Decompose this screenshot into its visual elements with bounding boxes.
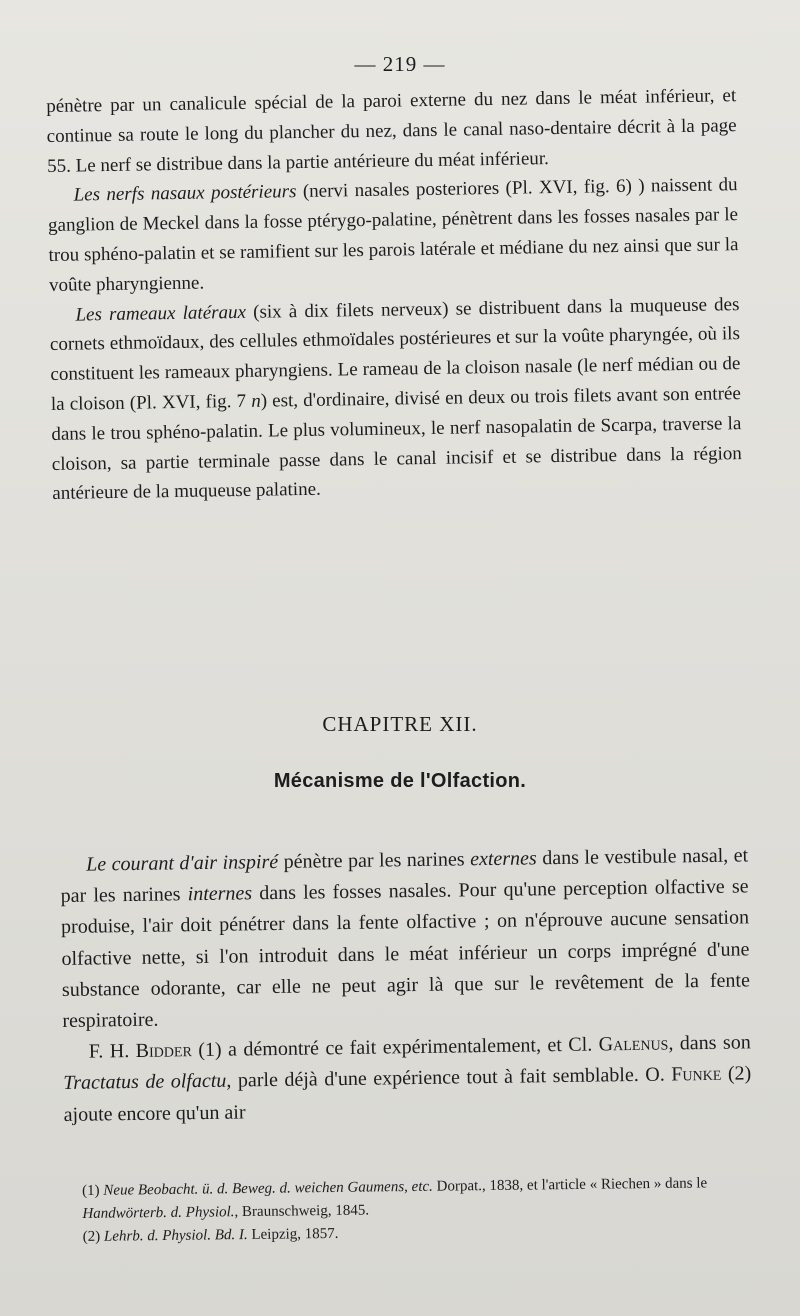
- paragraph-text: pénètre par les narines: [278, 848, 471, 873]
- footnotes: [82, 1172, 733, 1249]
- paragraph-text: F. H.: [88, 1040, 136, 1063]
- footnote-text: Leipzig, 1857.: [247, 1225, 339, 1243]
- paragraph-text: (1) a démontré ce fait expérimentalement, et Cl.: [191, 1033, 599, 1062]
- paragraph-text: (nervi nasales posteriores (Pl. XVI, fig. 6) ) naissent du ganglion de Meckel dans la fosse ptérygo-palatine, pénètrent dans les fosses nasales par le trou sphéno-palatin et se ramifient sur les parois latérale et médiane du nez ainsi que sur la voûte pharyngienne.: [47, 174, 739, 296]
- footnote-number: (2): [82, 1228, 105, 1245]
- paragraph-inspired-air: [60, 840, 751, 1037]
- footnote-text: , Braunschweig, 1845.: [234, 1202, 370, 1221]
- paragraph-text: (six à dix filets nerveux) se distribuent dans la muqueuse des cornets ethmoïdaux, des cellules ethmoïdales postérieures et sur la voûte pharyngée, où ils constituent les rameaux pharyngiens. Le rameau de la cloison nasale (le nerf médian ou de la cloison (Pl. XVI, fig. 7: [49, 293, 741, 415]
- paragraph-lateral-branches: [49, 290, 742, 509]
- paragraph-text: dans le vestibule nasal, et par les narines: [60, 844, 749, 908]
- paragraph-bidder: [63, 1028, 752, 1131]
- paragraph-posterior-nerves: [47, 171, 739, 301]
- paragraph-text: , dans son: [668, 1031, 751, 1055]
- paragraph-text: , parle déjà d'une expérience tout à fait semblable. O.: [226, 1063, 672, 1093]
- section-title: Mécanisme de l'Olfaction.: [273, 770, 527, 792]
- italic-term: internes: [187, 882, 253, 906]
- paragraph-text: dans les fosses nasales. Pour qu'une perception olfactive se produise, l'air doit pénétrer dans la fente olfactive ; on n'éprouve aucune sensation olfactive nette, si l'on introduit dans le méat inférieur un corps imprégné d'une substance odorante, car elle ne peut agir là que sur le revêtement de la fente respiratoire.: [60, 875, 751, 1032]
- italic-term: externes: [469, 847, 537, 871]
- italic-term: Les rameaux latéraux: [75, 301, 247, 326]
- page-number: — 219 —: [354, 52, 446, 76]
- footnote-number: (1): [82, 1182, 104, 1199]
- author-name: Bidder: [135, 1039, 192, 1063]
- citation-title: Handwörterb. d. Physiol.: [82, 1204, 235, 1222]
- book-title: Tractatus de olfactu: [63, 1070, 227, 1095]
- author-name: Galenus: [598, 1032, 669, 1056]
- author-name: Funke: [671, 1063, 722, 1086]
- main-text-block: [60, 840, 752, 1130]
- footnote-1: [82, 1172, 733, 1226]
- paragraph-continuation: pénètre par un canalicule spécial de la paroi externe du nez dans le méat inférieur, et continue sa route le long du plancher du nez, dans le canal naso-dentaire décrit à la page 55. Le nerf se distribue dans la partie antérieure du méat inférieur.: [46, 85, 737, 177]
- footnote-text: Dorpat., 1838, et l'article « Riechen » dans le: [432, 1175, 708, 1195]
- top-text-block: [46, 81, 742, 509]
- italic-term: Les nerfs nasaux postérieurs: [73, 181, 297, 206]
- citation-title: Lehrb. d. Physiol. Bd. I.: [103, 1226, 248, 1245]
- italic-letter: n: [251, 390, 261, 412]
- paragraph-text: ) est, d'ordinaire, divisé en deux ou trois filets avant son entrée dans le trou sphéno-palatin. Le plus volumineux, le nerf nasopalatin de Scarpa, traverse la cloison, sa partie terminale passe dans le canal incisif et se distribue dans la région antérieure de la muqueuse palatine.: [51, 383, 742, 505]
- paragraph-text: (2) ajoute encore qu'un air: [63, 1062, 752, 1126]
- italic-term: Le courant d'air inspiré: [86, 850, 279, 876]
- chapter-title: CHAPITRE XII.: [322, 712, 478, 736]
- citation-title: Neue Beobacht. ü. d. Beweg. d. weichen Gaumens, etc.: [103, 1178, 433, 1199]
